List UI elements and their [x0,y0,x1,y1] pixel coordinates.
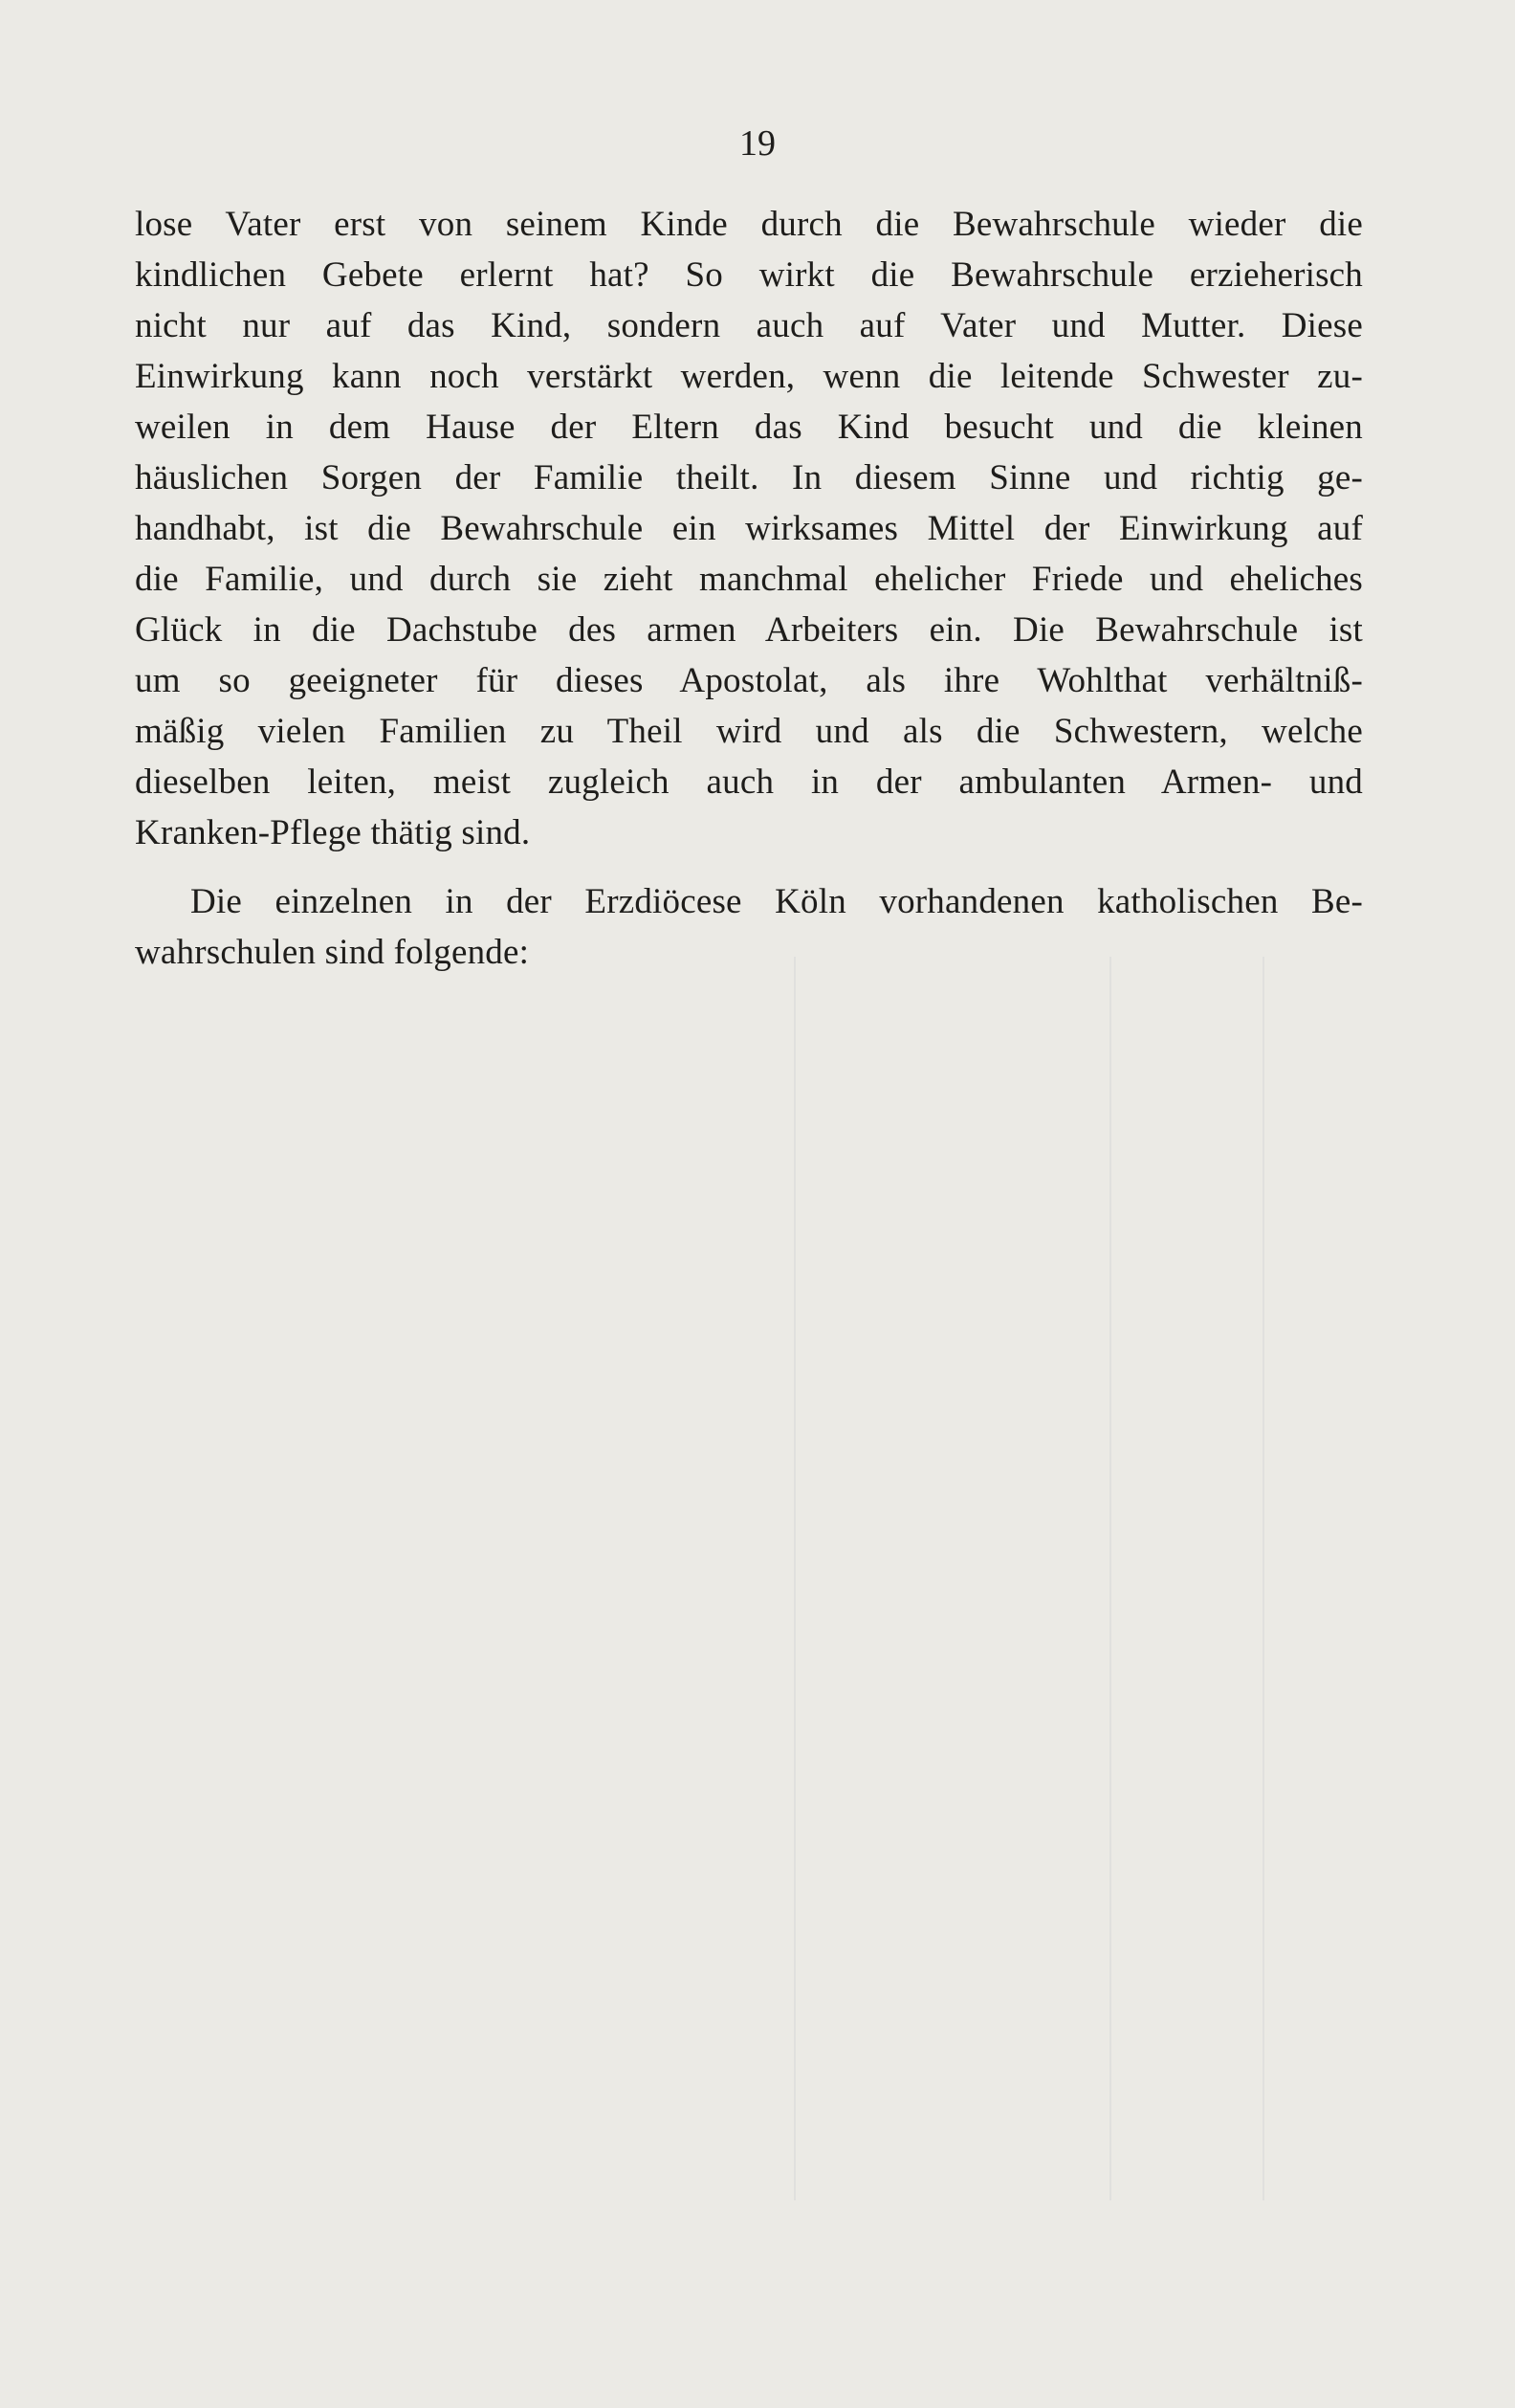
text-line: nicht nur auf das Kind, sondern auch auf Vater und Mutter. Diese [135,306,1363,345]
bleed-through-rule [794,957,796,2200]
text-line: weilen in dem Hause der Eltern das Kind besucht und die kleinen [135,408,1363,447]
body-paragraph [135,199,1363,858]
text-line: Einwirkung kann noch verstärkt werden, wenn die leitende Schwester zu- [135,357,1363,396]
text-line: dieselben leiten, meist zugleich auch in der ambulanten Armen- und [135,762,1363,802]
page-number: 19 [739,123,776,164]
bleed-through-rule [1262,957,1264,2200]
text-line: Kranken-Pflege thätig sind. [135,813,531,852]
text-line: Glück in die Dachstube des armen Arbeiters ein. Die Bewahrschule ist [135,610,1363,650]
text-line: lose Vater erst von seinem Kinde durch die Bewahrschule wieder die [135,205,1363,244]
text-line: um so geeigneter für dieses Apostolat, als ihre Wohlthat verhältniß- [135,661,1363,700]
body-paragraph [135,876,1363,978]
text-line: häuslichen Sorgen der Familie theilt. In diesem Sinne und richtig ge- [135,458,1363,497]
text-line: handhabt, ist die Bewahrschule ein wirksames Mittel der Einwirkung auf [135,509,1363,548]
text-line: kindlichen Gebete erlernt hat? So wirkt die Bewahrschule erzieherisch [135,255,1363,295]
text-line: Die einzelnen in der Erzdiöcese Köln vorhandenen katholischen Be- [190,882,1363,921]
bleed-through-rule [1109,957,1111,2200]
text-line: mäßig vielen Familien zu Theil wird und als die Schwestern, welche [135,712,1363,751]
text-line: wahrschulen sind folgende: [135,933,530,972]
text-line: die Familie, und durch sie zieht manchmal ehelicher Friede und eheliches [135,560,1363,599]
